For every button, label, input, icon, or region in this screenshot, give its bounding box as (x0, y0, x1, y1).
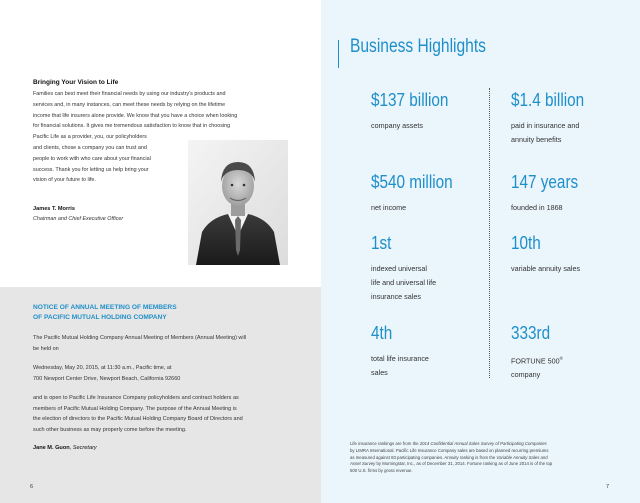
stat-value: 333rd (511, 323, 551, 343)
footnote-line: as measured against 83 participating companies. Annuity ranking is from the Variable Annuity Sales and (350, 454, 548, 460)
stat-benefits-paid (511, 90, 597, 147)
notice-line: Wednesday, May 20, 2015, at 11:30 a.m., Pacific time, at (33, 365, 172, 371)
vision-line: success. Thank you for letting us help bring your (33, 166, 149, 173)
stat-label-line: net income (371, 203, 407, 212)
vision-line: for financial solutions. It gives me tremendous satisfaction to know that in choosing (33, 123, 231, 130)
stat-label-line (511, 352, 563, 368)
page-number-left: 6 (30, 484, 34, 490)
stat-label-line: indexed universal (371, 264, 427, 273)
stat-total-life-rank (371, 323, 429, 380)
vision-line: people to work with who care about your financial (33, 155, 151, 162)
stat-label-line: variable annuity sales (511, 264, 581, 273)
stat-value: $540 million (371, 172, 453, 192)
secretary-title: Secretary (72, 445, 97, 451)
stat-label (511, 201, 590, 215)
notice-title-line: NOTICE OF ANNUAL MEETING OF MEMBERS (33, 304, 177, 311)
notice-line: The Pacific Mutual Holding Company Annual Meeting of Members (Annual Meeting) will (33, 335, 247, 341)
right-page (321, 0, 640, 503)
notice-line: such other business as may properly come before the meeting. (33, 426, 187, 433)
notice-line: and is open to Pacific Life Insurance Company policyholders and contract holders as (33, 395, 239, 401)
stat-label-line: founded in 1868 (511, 203, 563, 212)
footnote-line: Asset Survey by Morningstar, Inc., as of December 31, 2014. Fortune ranking as of June 2014 is of the top (350, 461, 553, 467)
stat-value: $137 billion (371, 90, 449, 110)
notice-line: members of Pacific Mutual Holding Company. The purpose of the Annual Meeting is (33, 405, 237, 412)
stat-label (511, 119, 597, 147)
footnote-line: 500 U.S. firms by gross revenue. (350, 468, 413, 474)
secretary-signature: Jane M. Guon, Secretary (33, 445, 97, 451)
stat-value: 147 years (511, 172, 579, 192)
notice-body (33, 333, 303, 444)
stat-indexed-ul-rank (371, 233, 436, 304)
stat-value: 10th (511, 233, 541, 253)
notice-line: be held on (33, 345, 59, 352)
stat-years-founded (511, 172, 590, 215)
stat-label-line: paid in insurance and (511, 121, 580, 130)
stat-label-line: life and universal life (371, 278, 437, 287)
notice-line: the election of directors to the Pacific Mutual Holding Company Board of Directors and (33, 416, 243, 422)
stat-label (371, 201, 467, 215)
stat-label-line: annuity benefits (511, 135, 562, 144)
section-title: Business Highlights (350, 36, 486, 57)
stat-net-income (371, 172, 467, 215)
vision-line: services and, in many instances, can meet these needs by relying on the lifetime (33, 101, 226, 108)
notice-title (33, 303, 177, 323)
notice-line: 700 Newport Center Drive, Newport Beach, California 92660 (33, 375, 181, 382)
stat-label-line: total life insurance (371, 354, 429, 363)
registered-mark: ® (559, 356, 563, 361)
stat-label (371, 352, 429, 380)
vision-line: income that life insurers alone provide. We know that you have a choice when looking (33, 112, 238, 119)
stat-label-line: insurance sales (371, 292, 421, 301)
stat-label (511, 262, 580, 276)
secretary-name: Jane M. Guon (33, 445, 70, 451)
column-divider (489, 88, 490, 378)
executive-portrait (188, 140, 288, 265)
vision-line: and clients, chose a company you can trust and (33, 144, 147, 151)
stat-fortune-rank (511, 323, 563, 382)
stat-label (511, 352, 563, 382)
stat-label-line: company assets (371, 121, 423, 130)
notice-title-line: OF PACIFIC MUTUAL HOLDING COMPANY (33, 314, 167, 321)
vision-line: Families can best meet their financial needs by using our industry's products and (33, 91, 226, 97)
vision-line: Pacific Life as a provider, you, our policyholders (33, 134, 147, 141)
stat-label (371, 119, 462, 133)
signatory-title: Chairman and Chief Executive Officer (33, 216, 124, 222)
stat-label (371, 262, 436, 304)
stat-label-line: sales (371, 368, 388, 377)
stat-label-line: company (511, 370, 541, 380)
title-accent-bar (338, 40, 339, 68)
stat-variable-annuity-rank (511, 233, 580, 276)
vision-title: Bringing Your Vision to Life (33, 79, 119, 86)
footnote-line: by LIMRA International. Pacific Life Insurance Company sales are based on planned recurring premiums (350, 447, 549, 453)
vision-line: vision of your future to life. (33, 177, 96, 184)
stat-value: 1st (371, 233, 392, 253)
stat-company-assets (371, 90, 462, 133)
stat-label-text: FORTUNE 500 (511, 356, 560, 366)
stat-value: $1.4 billion (511, 90, 585, 110)
rankings-footnote (350, 441, 612, 475)
stat-value: 4th (371, 323, 393, 343)
footnote-line: Life insurance rankings are from the 2014 Confidential Annual Sales Survey of Participating Companies (350, 441, 547, 446)
page-number-right: 7 (606, 484, 610, 490)
signatory-name: James T. Morris (33, 206, 75, 212)
